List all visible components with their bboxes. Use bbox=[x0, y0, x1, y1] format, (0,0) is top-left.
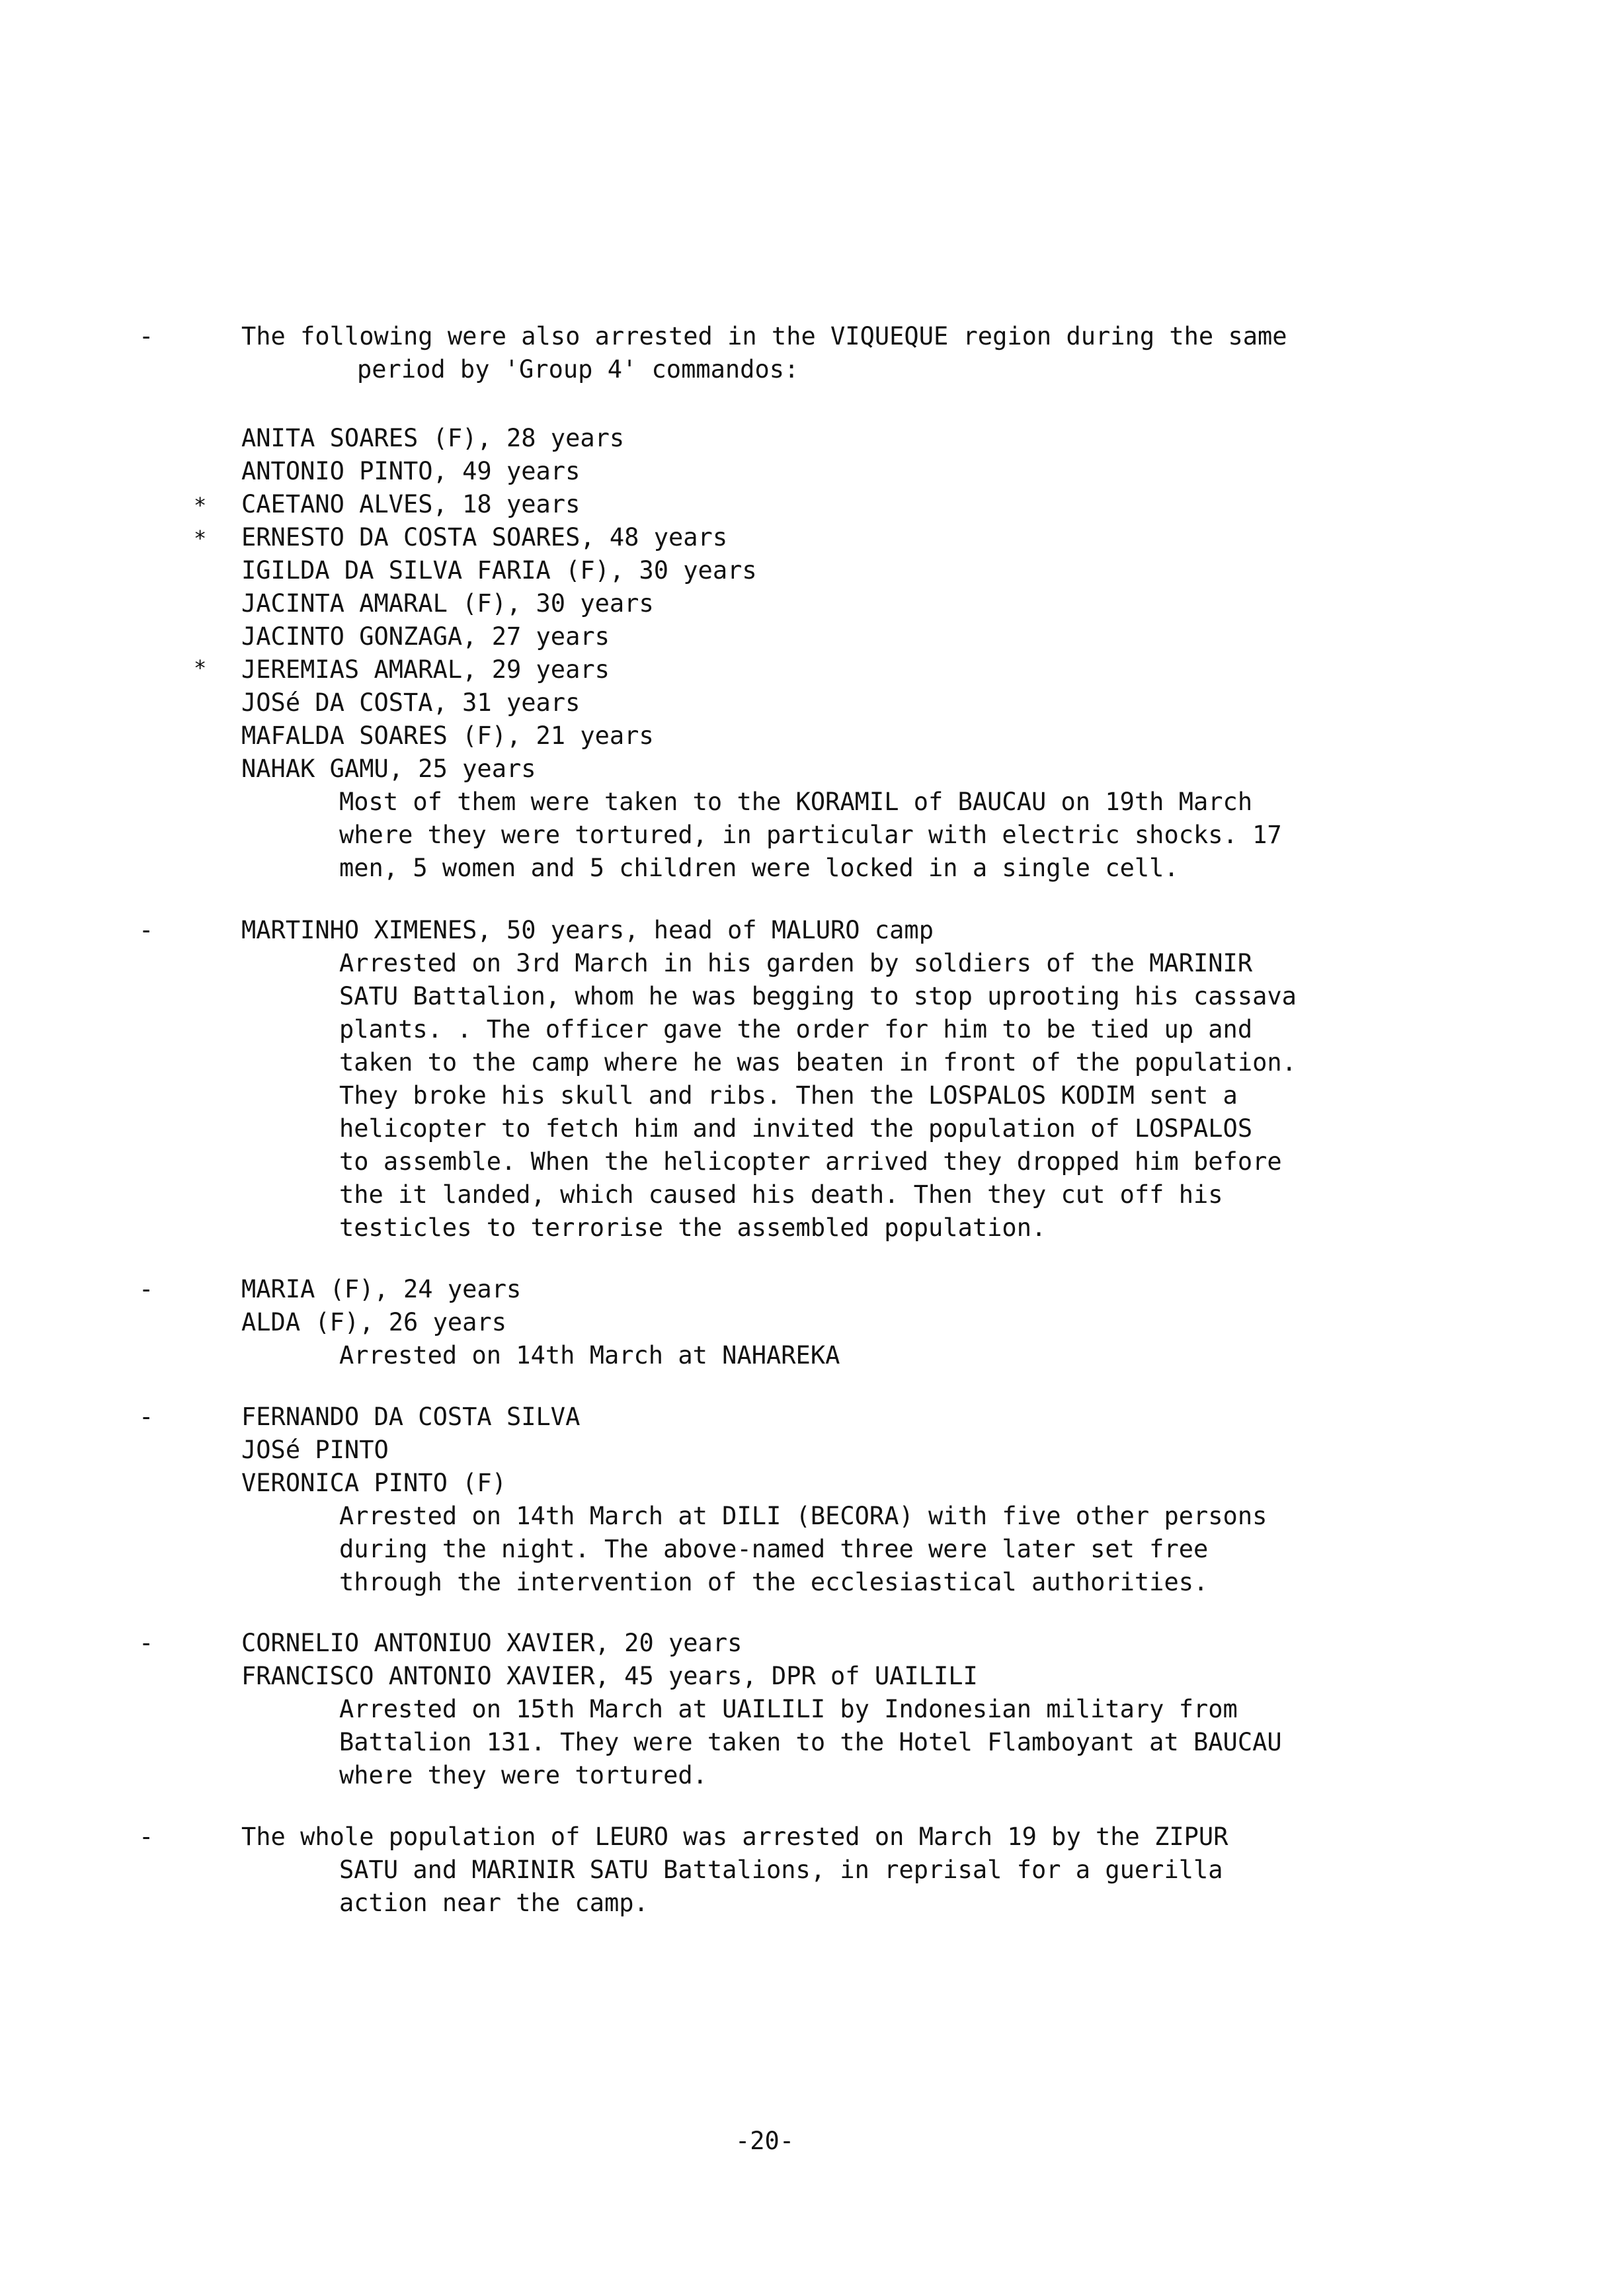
asterisk-mark: * bbox=[194, 526, 207, 551]
detail-line: Arrested on 15th March at UAILILI by Indonesian military from bbox=[339, 1695, 1238, 1723]
name-line: JACINTO GONZAGA, 27 years bbox=[241, 622, 610, 651]
detail-line: Arrested on 14th March at DILI (BECORA) with five other persons bbox=[339, 1502, 1267, 1530]
bullet-dash: - bbox=[139, 322, 154, 350]
detail-line: plants. . The officer gave the order for him to be tied up and bbox=[339, 1015, 1253, 1044]
detail-line: Battalion 131. They were taken to the Hotel Flamboyant at BAUCAU bbox=[339, 1728, 1282, 1756]
entry-viqueque bbox=[241, 320, 1451, 386]
entry-maria bbox=[241, 1273, 1451, 1372]
entry-martinho bbox=[241, 914, 1451, 1245]
name-line: VERONICA PINTO (F) bbox=[241, 1469, 506, 1497]
name-line: JOSé DA COSTA, 31 years bbox=[241, 688, 581, 717]
detail-line: where they were tortured. bbox=[339, 1761, 707, 1789]
detail-line: SATU Battalion, whom he was begging to stop uprooting his cassava bbox=[339, 982, 1297, 1010]
name-line: JOSé PINTO bbox=[241, 1436, 389, 1464]
name-line: FERNANDO DA COSTA SILVA bbox=[241, 1403, 581, 1431]
name-line: ANITA SOARES (F), 28 years bbox=[241, 424, 625, 452]
name-line: CORNELIO ANTONIUO XAVIER, 20 years bbox=[241, 1629, 743, 1657]
entry-text: action near the camp. bbox=[339, 1889, 649, 1917]
detail-line: testicles to terrorise the assembled population. bbox=[339, 1213, 1047, 1242]
name-line: CAETANO ALVES, 18 years bbox=[241, 490, 581, 518]
bullet-dash: - bbox=[139, 1275, 154, 1303]
detail-line: helicopter to fetch him and invited the population of LOSPALOS bbox=[339, 1114, 1253, 1143]
name-line: NAHAK GAMU, 25 years bbox=[241, 755, 536, 783]
detail-line: They broke his skull and ribs. Then the LOSPALOS KODIM sent a bbox=[339, 1081, 1238, 1110]
name-line: FRANCISCO ANTONIO XAVIER, 45 years, DPR of UAILILI bbox=[241, 1662, 978, 1690]
detail-line: during the night. The above-named three were later set free bbox=[339, 1535, 1209, 1563]
asterisk-mark: * bbox=[194, 493, 207, 518]
name-line: ANTONIO PINTO, 49 years bbox=[241, 457, 581, 485]
bullet-dash: - bbox=[139, 916, 154, 944]
detail-line: to assemble. When the helicopter arrived they dropped him before bbox=[339, 1147, 1282, 1176]
entry-text: The following were also arrested in the VIQUEQUE region during the same bbox=[241, 322, 1287, 350]
entry-text: period by 'Group 4' commandos: bbox=[357, 355, 799, 384]
page-number: -20- bbox=[735, 2127, 795, 2155]
detail-line: Arrested on 14th March at NAHAREKA bbox=[339, 1341, 840, 1370]
bullet-dash: - bbox=[139, 1403, 154, 1431]
entry-text: SATU and MARINIR SATU Battalions, in reprisal for a guerilla bbox=[339, 1856, 1223, 1884]
detail-line: where they were tortured, in particular with electric shocks. 17 bbox=[339, 821, 1282, 849]
bullet-dash: - bbox=[139, 1823, 154, 1851]
entry-leuro bbox=[241, 1821, 1451, 1920]
detail-line: the it landed, which caused his death. Then they cut off his bbox=[339, 1180, 1223, 1209]
entry-cornelio bbox=[241, 1627, 1451, 1792]
name-line: ALDA (F), 26 years bbox=[241, 1308, 506, 1336]
name-list bbox=[241, 422, 1451, 885]
name-line: MAFALDA SOARES (F), 21 years bbox=[241, 721, 654, 750]
detail-line: men, 5 women and 5 children were locked in a single cell. bbox=[339, 854, 1179, 882]
bullet-dash: - bbox=[139, 1629, 154, 1657]
detail-line: through the intervention of the ecclesiastical authorities. bbox=[339, 1568, 1209, 1596]
name-line: JEREMIAS AMARAL, 29 years bbox=[241, 655, 610, 684]
entry-text: The whole population of LEURO was arrested on March 19 by the ZIPUR bbox=[241, 1823, 1228, 1851]
name-line: IGILDA DA SILVA FARIA (F), 30 years bbox=[241, 556, 757, 585]
name-line: ERNESTO DA COSTA SOARES, 48 years bbox=[241, 523, 728, 552]
entry-fernando bbox=[241, 1401, 1451, 1599]
name-line: MARTINHO XIMENES, 50 years, head of MALURO camp bbox=[241, 916, 934, 944]
name-line: MARIA (F), 24 years bbox=[241, 1275, 522, 1303]
detail-line: Arrested on 3rd March in his garden by soldiers of the MARINIR bbox=[339, 949, 1253, 977]
detail-line: taken to the camp where he was beaten in front of the population. bbox=[339, 1048, 1297, 1077]
name-line: JACINTA AMARAL (F), 30 years bbox=[241, 589, 654, 618]
asterisk-mark: * bbox=[194, 655, 207, 680]
detail-line: Most of them were taken to the KORAMIL of BAUCAU on 19th March bbox=[339, 788, 1253, 816]
